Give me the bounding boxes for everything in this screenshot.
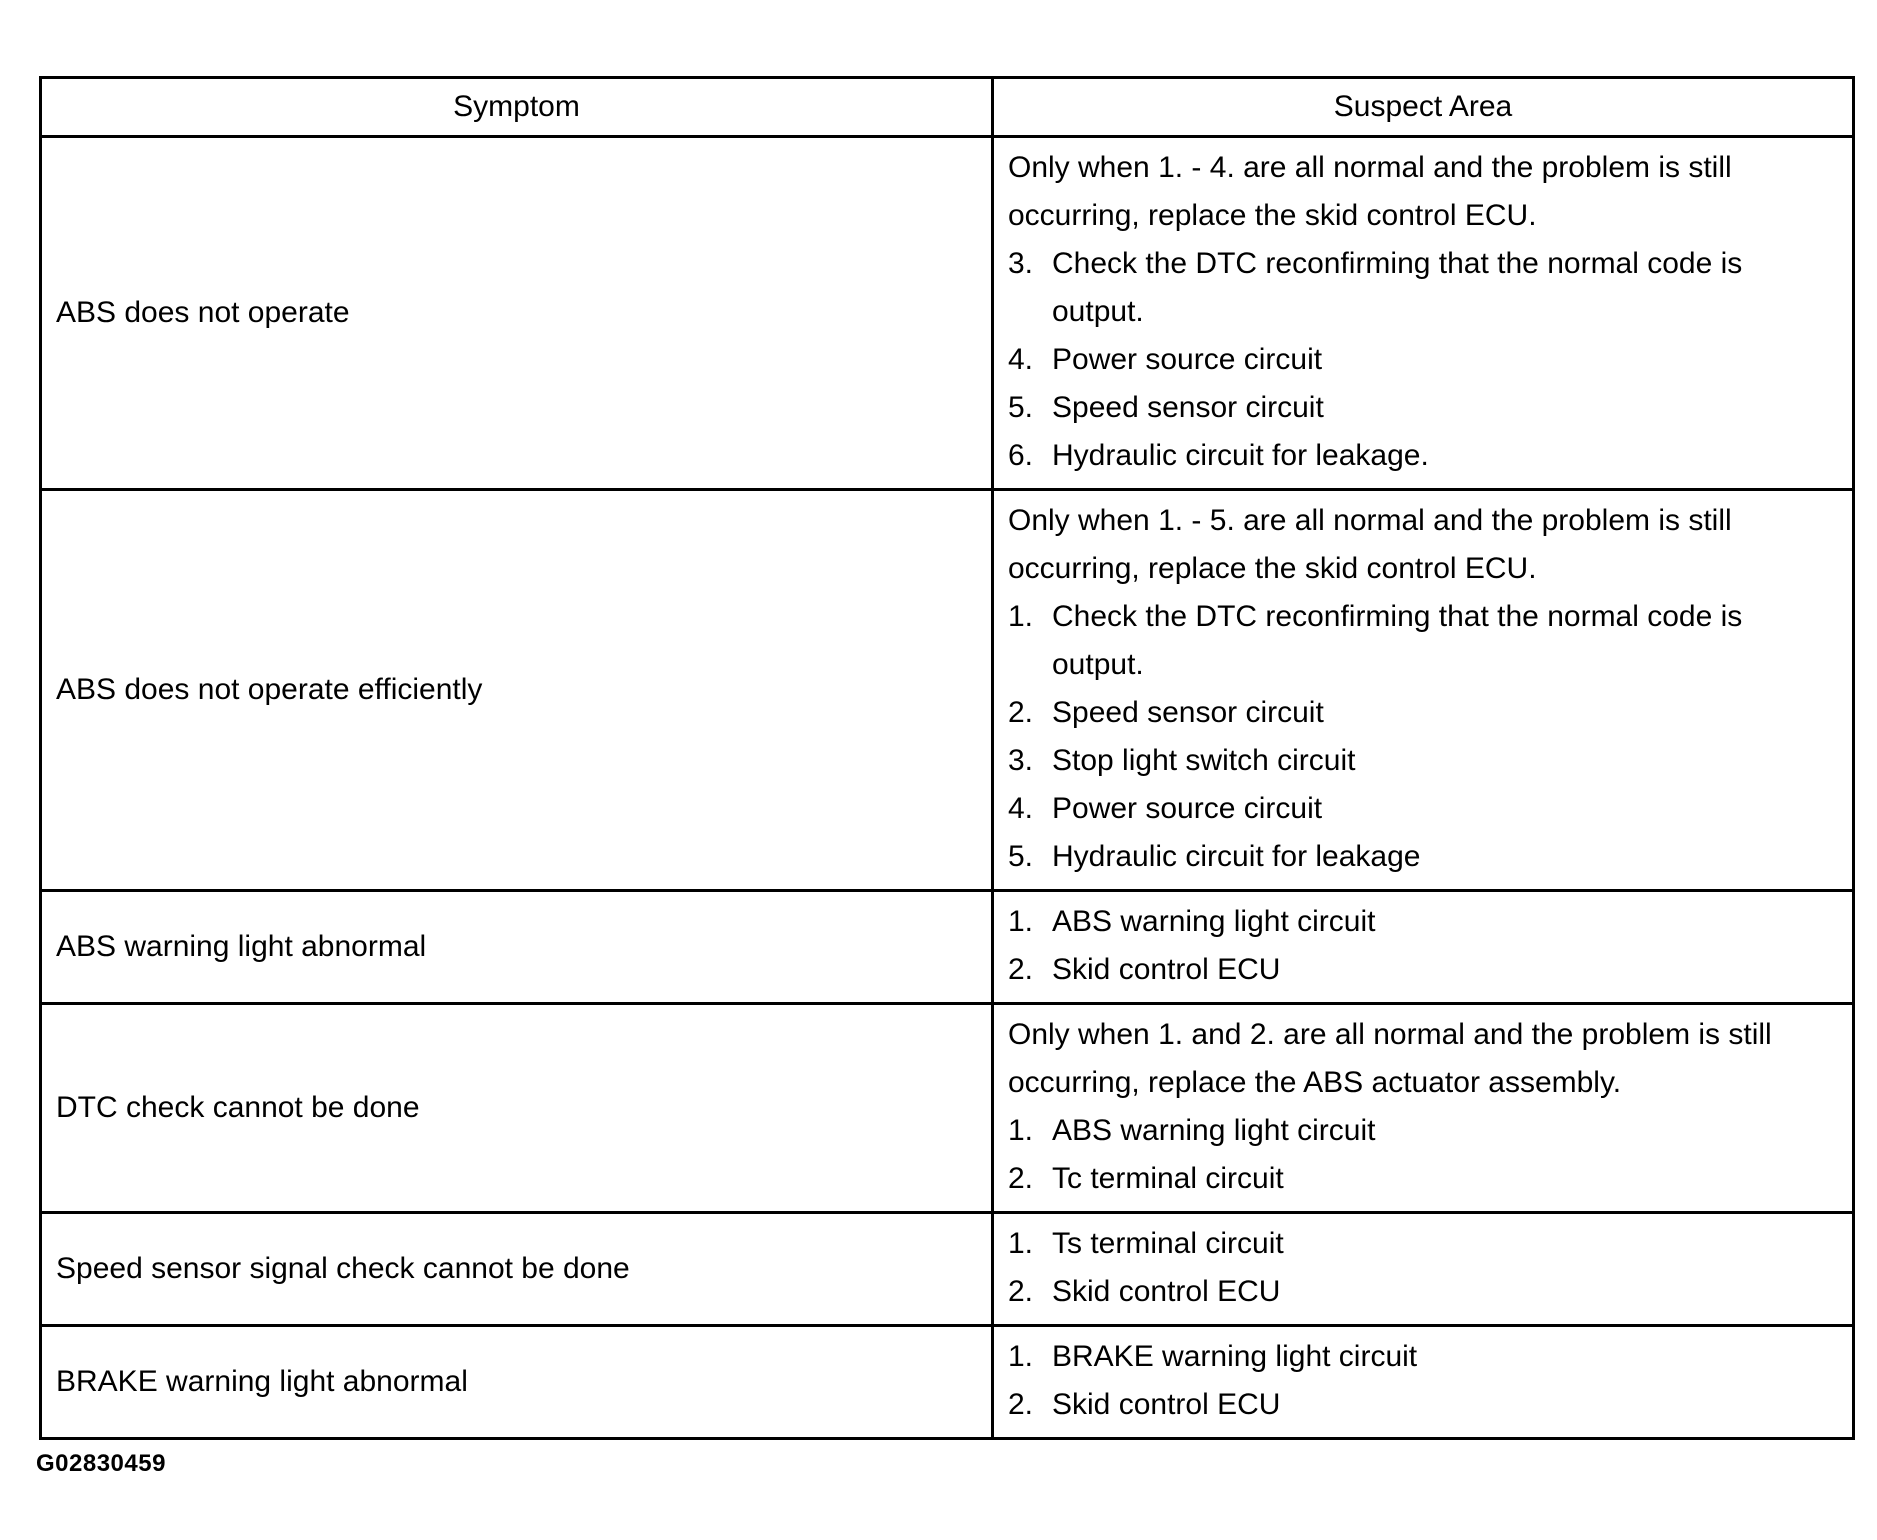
table-row xyxy=(41,1213,1854,1326)
suspect-item-text: Hydraulic circuit for leakage. xyxy=(1052,439,1429,472)
symptom-table xyxy=(39,76,1855,1440)
suspect-list xyxy=(1008,1220,1838,1316)
suspect-item-text: Power source circuit xyxy=(1052,343,1323,376)
suspect-item-text: Ts terminal circuit xyxy=(1052,1227,1284,1260)
suspect-item-text: Check the DTC reconfirming that the normal code is output. xyxy=(1052,600,1743,681)
suspect-item-text: Skid control ECU xyxy=(1052,953,1281,986)
table-row xyxy=(41,1326,1854,1439)
suspect-area-cell xyxy=(993,490,1854,891)
suspect-item xyxy=(1008,593,1838,689)
symptom-cell: DTC check cannot be done xyxy=(41,1004,993,1213)
suspect-item-number: 2. xyxy=(1008,953,1034,986)
suspect-item-text: BRAKE warning light circuit xyxy=(1052,1340,1418,1373)
suspect-area-cell xyxy=(993,891,1854,1004)
symptom-cell: ABS does not operate xyxy=(41,137,993,490)
suspect-note: Only when 1. - 4. are all normal and the problem is still occurring, replace the skid control ECU. xyxy=(1008,151,1732,232)
header-symptom: Symptom xyxy=(41,78,993,137)
suspect-item xyxy=(1008,833,1838,881)
suspect-item-number: 3. xyxy=(1008,744,1034,777)
symptom-cell: BRAKE warning light abnormal xyxy=(41,1326,993,1439)
suspect-item-text: Stop light switch circuit xyxy=(1052,744,1356,777)
suspect-item-number: 3. xyxy=(1008,247,1034,280)
suspect-item-number: 4. xyxy=(1008,343,1034,376)
suspect-item-text: Speed sensor circuit xyxy=(1052,696,1324,729)
symptom-cell: ABS warning light abnormal xyxy=(41,891,993,1004)
suspect-note: Only when 1. and 2. are all normal and the problem is still occurring, replace the ABS actuator assembly. xyxy=(1008,1018,1772,1099)
suspect-item xyxy=(1008,432,1838,480)
suspect-area-cell xyxy=(993,1004,1854,1213)
suspect-item-text: ABS warning light circuit xyxy=(1052,1114,1376,1147)
suspect-item-number: 1. xyxy=(1008,1114,1034,1147)
suspect-item xyxy=(1008,1220,1838,1268)
suspect-item-number: 2. xyxy=(1008,1162,1034,1195)
suspect-item xyxy=(1008,240,1838,336)
suspect-area-cell xyxy=(993,137,1854,490)
suspect-list xyxy=(1008,240,1838,480)
suspect-area-cell xyxy=(993,1326,1854,1439)
suspect-item-number: 1. xyxy=(1008,1340,1034,1373)
suspect-note: Only when 1. - 5. are all normal and the problem is still occurring, replace the skid control ECU. xyxy=(1008,504,1732,585)
suspect-item-text: Skid control ECU xyxy=(1052,1388,1281,1421)
suspect-item-number: 4. xyxy=(1008,792,1034,825)
suspect-item xyxy=(1008,1268,1838,1316)
symptom-cell: ABS does not operate efficiently xyxy=(41,490,993,891)
suspect-item-text: Speed sensor circuit xyxy=(1052,391,1324,424)
suspect-list xyxy=(1008,1333,1838,1429)
suspect-item-number: 5. xyxy=(1008,840,1034,873)
suspect-item xyxy=(1008,1155,1838,1203)
suspect-item-text: Check the DTC reconfirming that the normal code is output. xyxy=(1052,247,1743,328)
suspect-item-number: 1. xyxy=(1008,600,1034,633)
suspect-item-number: 2. xyxy=(1008,696,1034,729)
figure-id: G02830459 xyxy=(36,1450,166,1477)
suspect-item-text: Skid control ECU xyxy=(1052,1275,1281,1308)
suspect-item xyxy=(1008,336,1838,384)
table-row xyxy=(41,490,1854,891)
suspect-list xyxy=(1008,593,1838,881)
table-row xyxy=(41,891,1854,1004)
suspect-list xyxy=(1008,1107,1838,1203)
suspect-item-number: 6. xyxy=(1008,439,1034,472)
header-row xyxy=(41,78,1854,137)
table-row xyxy=(41,1004,1854,1213)
suspect-item-number: 2. xyxy=(1008,1388,1034,1421)
suspect-item-text: Power source circuit xyxy=(1052,792,1323,825)
table-row xyxy=(41,137,1854,490)
suspect-item xyxy=(1008,898,1838,946)
suspect-item xyxy=(1008,384,1838,432)
suspect-item-number: 1. xyxy=(1008,1227,1034,1260)
suspect-item-text: ABS warning light circuit xyxy=(1052,905,1376,938)
suspect-item xyxy=(1008,689,1838,737)
suspect-item xyxy=(1008,946,1838,994)
table-body xyxy=(41,137,1854,1439)
suspect-item xyxy=(1008,1107,1838,1155)
suspect-item-text: Tc terminal circuit xyxy=(1052,1162,1284,1195)
suspect-list xyxy=(1008,898,1838,994)
suspect-item xyxy=(1008,785,1838,833)
suspect-item-text: Hydraulic circuit for leakage xyxy=(1052,840,1421,873)
suspect-item xyxy=(1008,1381,1838,1429)
suspect-item-number: 1. xyxy=(1008,905,1034,938)
suspect-item-number: 2. xyxy=(1008,1275,1034,1308)
symptom-cell: Speed sensor signal check cannot be done xyxy=(41,1213,993,1326)
suspect-item xyxy=(1008,737,1838,785)
header-suspect-area: Suspect Area xyxy=(993,78,1854,137)
suspect-item xyxy=(1008,1333,1838,1381)
suspect-area-cell xyxy=(993,1213,1854,1326)
suspect-item-number: 5. xyxy=(1008,391,1034,424)
